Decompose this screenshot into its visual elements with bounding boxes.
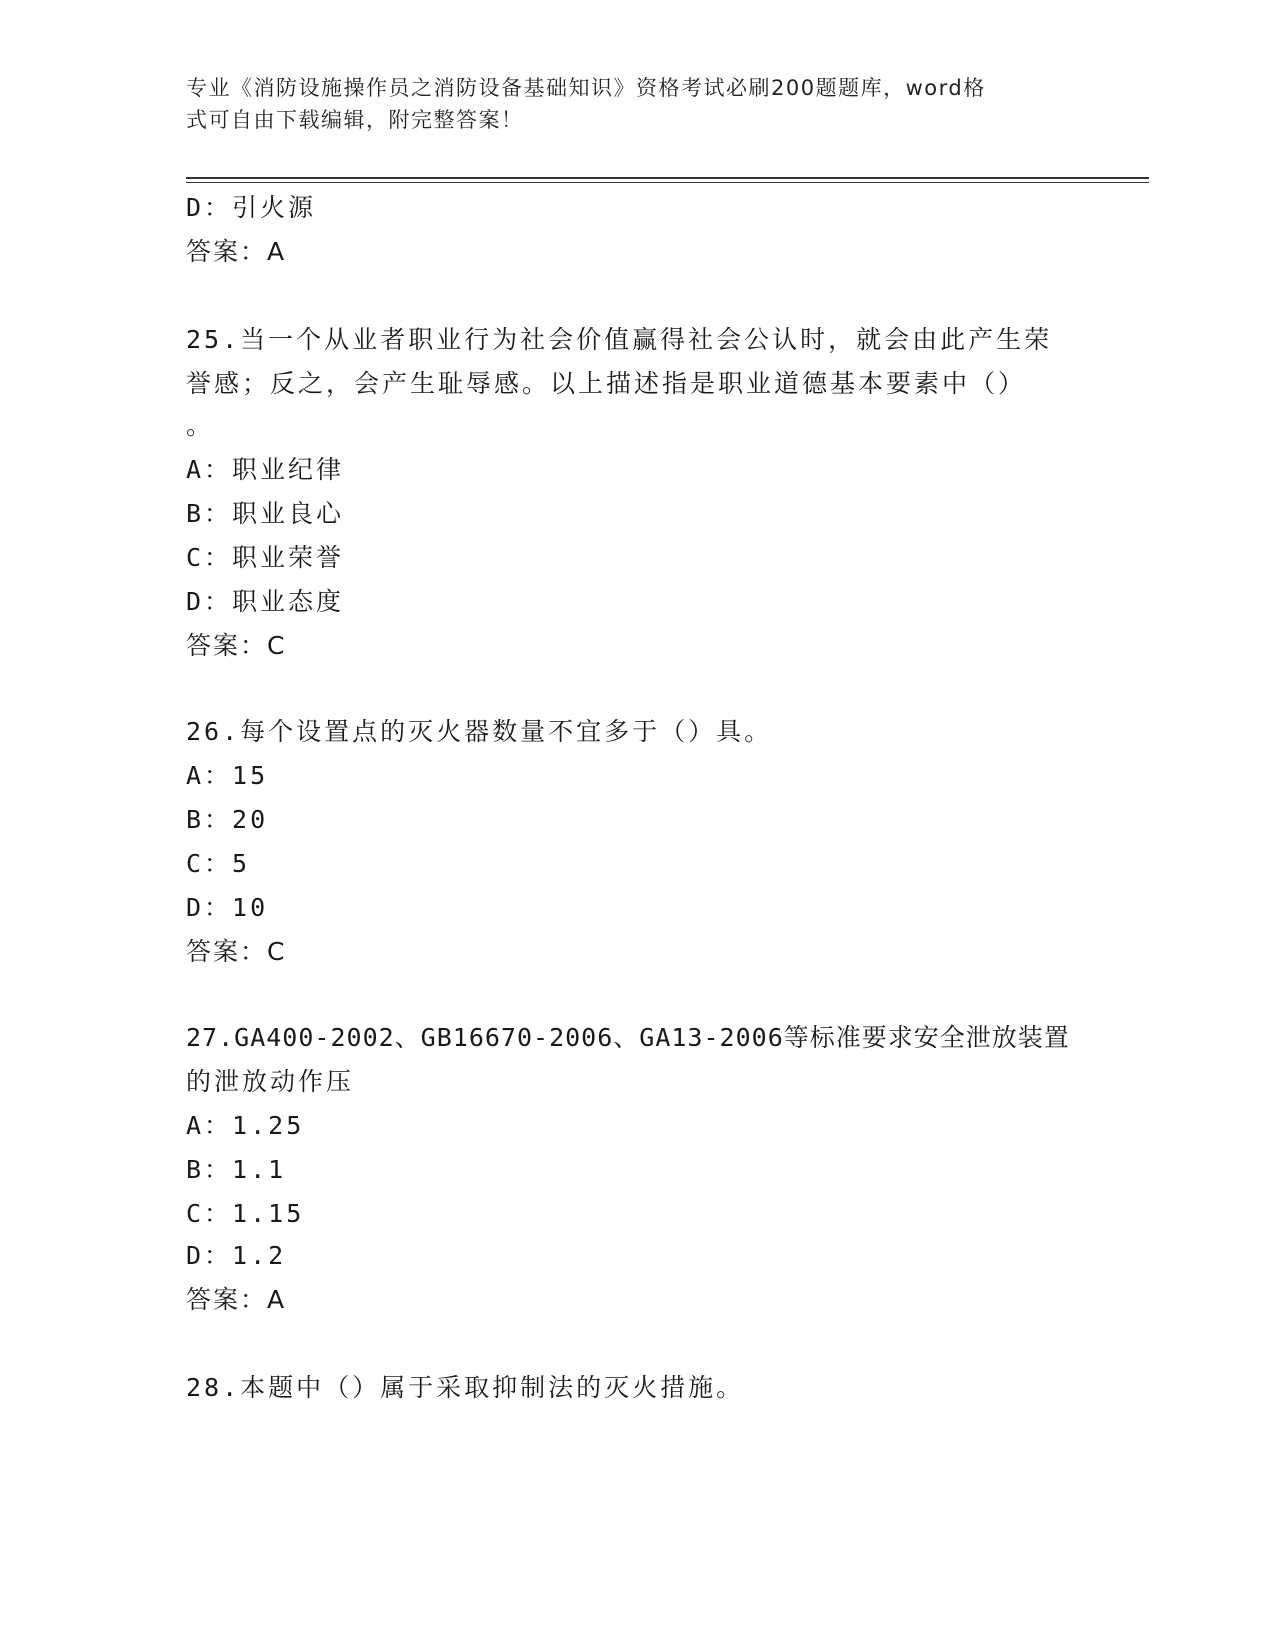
q27-option-b: B：1.1 xyxy=(186,1155,287,1184)
q27-option-a: A：1.25 xyxy=(186,1111,305,1140)
q26-answer: 答案：C xyxy=(186,937,287,966)
q27-stem-line-1: 27.GA400-2002、GB16670-2006、GA13-2006等标准要求安全泄放装置 xyxy=(186,1023,1070,1052)
header-title-line-1: 专业《消防设施操作员之消防设备基础知识》资格考试必刷200题题库，word格 xyxy=(186,76,986,100)
q25-stem-line-1: 25.当一个从业者职业行为社会价值赢得社会公认时，就会由此产生荣 xyxy=(186,325,1053,354)
q25-stem-line-2: 誉感；反之，会产生耻辱感。以上描述指是职业道德基本要素中（） xyxy=(186,369,1027,398)
q24-answer: 答案：A xyxy=(186,237,287,266)
q25-option-d: D：职业态度 xyxy=(186,587,345,616)
document-header xyxy=(186,72,1066,136)
q28-stem: 28.本题中（）属于采取抑制法的灭火措施。 xyxy=(186,1373,745,1402)
q27-stem-line-2: 的泄放动作压 xyxy=(186,1067,355,1096)
q24-option-d: D：引火源 xyxy=(186,193,317,222)
q26-option-a: A：15 xyxy=(186,761,269,790)
q27-answer: 答案：A xyxy=(186,1285,287,1314)
q25-answer: 答案：C xyxy=(186,631,287,660)
q26-option-d: D：10 xyxy=(186,893,269,922)
header-title-line-2: 式可自由下载编辑，附完整答案！ xyxy=(186,108,524,132)
q25-option-c: C：职业荣誉 xyxy=(186,543,345,572)
q27-option-d: D：1.2 xyxy=(186,1241,287,1270)
q25-stem-line-3: 。 xyxy=(186,411,215,440)
q26-option-b: B：20 xyxy=(186,805,269,834)
q27-option-c: C：1.15 xyxy=(186,1199,305,1228)
q26-option-c: C：5 xyxy=(186,849,251,878)
q25-option-b: B：职业良心 xyxy=(186,499,345,528)
q25-option-a: A：职业纪律 xyxy=(186,455,345,484)
header-divider-thin xyxy=(186,182,1149,183)
q26-stem: 26.每个设置点的灭火器数量不宜多于（）具。 xyxy=(186,717,773,746)
header-divider-thick xyxy=(186,177,1149,179)
